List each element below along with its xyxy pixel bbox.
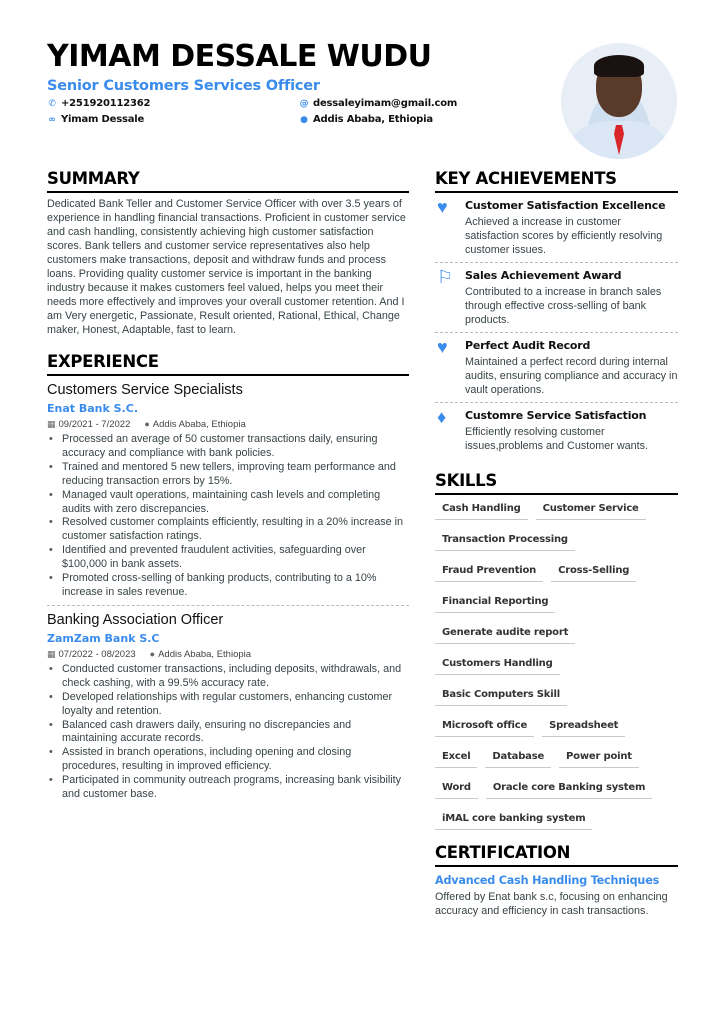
job-title: Banking Association Officer (47, 611, 224, 628)
achievement-item (435, 403, 678, 458)
certification-name: Advanced Cash Handling Techniques (435, 874, 660, 887)
calendar-icon: ▦ (47, 648, 56, 659)
skill-tag: Oracle core Banking system (486, 778, 652, 799)
bullet-item: • Resolved customer complaints efficiently, resulting in a 20% increase in customer satisfaction ratings. (47, 516, 409, 544)
job-dates: 07/2022 - 08/2023 (58, 648, 136, 660)
calendar-icon: ▦ (47, 419, 56, 429)
skill-tag: Cross-Selling (551, 561, 636, 582)
bullet-item: • Processed an average of 50 customer transactions daily, ensuring accuracy and compliance with bank policies. (47, 433, 409, 461)
phone-text: +251920112362 (61, 98, 151, 109)
achievement-title: Sales Achievement Award (465, 269, 622, 282)
skill-tag: Microsoft office (435, 716, 534, 737)
skill-tag: Generate audite report (435, 623, 575, 644)
location-pin-icon: ● (300, 114, 308, 125)
email-contact[interactable] (299, 98, 457, 109)
flag-icon: ⚐ (437, 267, 454, 287)
achievements-list (435, 193, 678, 458)
email-text[interactable]: dessaleyimam@gmail.com (313, 98, 458, 109)
achievement-item (435, 193, 678, 263)
skill-tag: Financial Reporting (435, 592, 555, 613)
skill-tag: Customer Service (536, 499, 646, 520)
right-column (435, 168, 678, 918)
phone-icon: ✆ (48, 98, 56, 109)
skill-tag: iMAL core banking system (435, 809, 592, 830)
summary-heading: SUMMARY (47, 168, 409, 193)
location-text: Addis Ababa, Ethiopia (313, 114, 433, 125)
bullet-item: • Balanced cash drawers daily, ensuring no discrepancies and maintaining accurate records. (47, 719, 409, 747)
skill-tag: Basic Computers Skill (435, 685, 567, 706)
achievement-item (435, 333, 678, 403)
job-title: Customers Service Specialists (47, 382, 243, 398)
job-entry (47, 381, 409, 600)
skill-tag: Customers Handling (435, 654, 560, 675)
bullet-item: • Conducted customer transactions, including deposits, withdrawals, and check cashing, with a 99.5% accuracy rate. (47, 663, 409, 691)
achievements-heading: KEY ACHIEVEMENTS (435, 168, 678, 193)
achievement-title: Customre Service Satisfaction (465, 409, 647, 422)
achievement-title: Customer Satisfaction Excellence (465, 199, 666, 212)
achievement-title: Perfect Audit Record (465, 339, 591, 352)
bullet-item: • Trained and mentored 5 new tellers, improving team performance and reducing transaction errors by 15%. (47, 461, 409, 489)
achievement-desc: Achieved a increase in customer satisfaction scores by efficiently resolving customer issues. (465, 216, 663, 256)
candidate-role: Senior Customers Services Officer (47, 78, 320, 94)
link-icon: ∞ (48, 114, 56, 125)
phone-contact (47, 98, 150, 109)
job-bullets (47, 663, 409, 802)
location-pin-icon: ● (144, 419, 150, 429)
job-dates: 09/2021 - 7/2022 (58, 419, 131, 430)
achievement-desc: Contributed to a increase in branch sales through effective cross-selling of bank products. (465, 286, 662, 326)
skill-tag: Transaction Processing (435, 530, 575, 551)
left-column (47, 168, 409, 802)
job-meta (47, 418, 409, 431)
skill-tag: Fraud Prevention (435, 561, 543, 582)
skill-tag: Excel (435, 747, 477, 768)
skill-tag: Spreadsheet (542, 716, 625, 737)
contact-info (47, 96, 547, 130)
certification-heading: CERTIFICATION (435, 842, 678, 867)
company-name: ZamZam Bank S.C (47, 631, 160, 645)
resume-header (47, 38, 547, 130)
profile-link-text[interactable]: Yimam Dessale (61, 114, 145, 125)
at-icon: @ (299, 98, 309, 109)
job-location: Addis Ababa, Ethiopia (158, 648, 252, 660)
certification-desc: Offered by Enat bank s.c, focusing on enhancing accuracy and efficiency in cash transactions. (435, 891, 668, 917)
candidate-name: YIMAM DESSALE WUDU (47, 39, 432, 74)
experience-heading: EXPERIENCE (47, 351, 409, 376)
location-pin-icon: ● (149, 648, 156, 659)
diamond-icon: ♦ (437, 407, 447, 427)
job-meta (47, 648, 409, 661)
skill-tag: Cash Handling (435, 499, 528, 520)
achievement-desc: Maintained a perfect record during internal audits, ensuring compliance and accuracy in vault operations. (465, 356, 678, 396)
achievement-item (435, 263, 678, 333)
summary-text: Dedicated Bank Teller and Customer Service Officer with over 3.5 years of experience in handling financial transactions. Proficient in customer service and cash handling, consistently achieving high customer satisfaction scores. Bank tellers and customer service representatives also help customers make transactions, deposit and withdraw funds and process loans. Providing quality customer service is important in the banking industry because it makes customers feel valued, helps you meet their needs more effectively and improves your overall customer retention. And I am Very energetic, Passionate, Result oriented, Rational, Ethical, Change maker, Honest, Adaptable, fast to learn. (47, 198, 406, 336)
company-name: Enat Bank S.C. (47, 402, 138, 415)
job-entry (47, 611, 409, 802)
achievement-desc: Efficiently resolving customer issues,problems and Customer wants. (465, 426, 649, 452)
heart-icon: ♥ (437, 337, 448, 357)
skills-list (435, 499, 678, 840)
skill-tag: Word (435, 778, 478, 799)
location-contact (299, 114, 433, 125)
skill-tag: Database (485, 747, 551, 768)
job-bullets (47, 433, 409, 600)
bullet-item: • Assisted in branch operations, including opening and closing procedures, resulting in improved efficiency. (47, 746, 409, 774)
bullet-item: • Identified and prevented fraudulent activities, safeguarding over $100,000 in bank assets. (47, 544, 409, 572)
skill-tag: Power point (559, 747, 639, 768)
skills-heading: SKILLS (435, 470, 678, 495)
job-location: Addis Ababa, Ethiopia (152, 419, 246, 430)
bullet-item: • Developed relationships with regular customers, enhancing customer loyalty and retention. (47, 691, 409, 719)
bullet-item: • Promoted cross-selling of banking products, contributing to a 10% increase in sales revenue. (47, 572, 409, 600)
heart-icon: ♥ (437, 197, 448, 217)
profile-link-contact[interactable] (47, 114, 144, 125)
bullet-item: • Managed vault operations, maintaining cash levels and completing audits with zero discrepancies. (47, 489, 409, 517)
bullet-item: • Participated in community outreach programs, increasing bank visibility and customer base. (47, 774, 409, 802)
profile-photo (561, 43, 677, 159)
divider (47, 605, 409, 606)
